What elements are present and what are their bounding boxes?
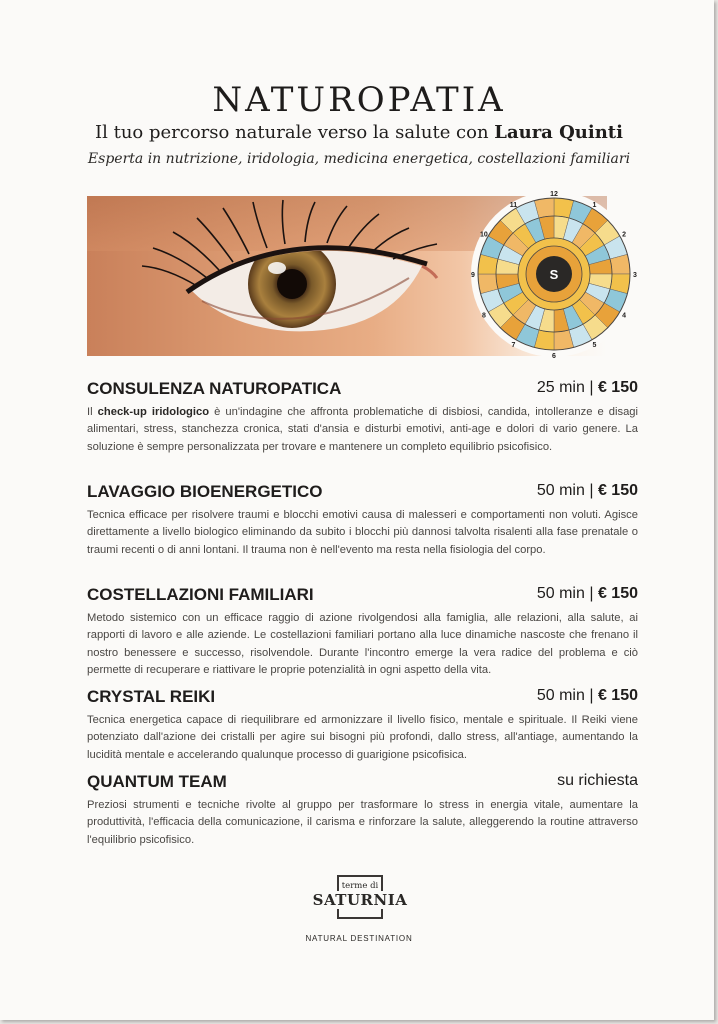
service-costellazioni: [87, 585, 638, 680]
page-subtitle: [0, 122, 718, 143]
service-crystal-reiki: [87, 687, 638, 764]
service-price: [537, 482, 638, 500]
iris-hour-label: 2: [622, 231, 627, 239]
service-price: [537, 585, 638, 603]
iris-center-label: S: [549, 267, 559, 282]
service-description: Preziosi strumenti e tecniche rivolte al gruppo per trasformare lo stress in energia vitale, aumentare la produttività, l'efficacia della comunicazione, il carisma e rinforzare la salute, alleggerendo la routine attraverso l'equilibrio psicofisico.: [87, 799, 638, 846]
iris-hour-label: 1: [592, 201, 597, 209]
price-separator: |: [589, 585, 594, 602]
service-duration: 50 min: [536, 585, 585, 602]
price-separator: |: [589, 482, 594, 499]
iris-hour-label: 10: [480, 231, 488, 239]
service-duration: 50 min: [536, 482, 585, 499]
iris-hour-label: 11: [509, 201, 518, 209]
service-cost: € 150: [597, 585, 638, 602]
service-description: [87, 404, 638, 456]
service-duration: 50 min: [536, 687, 585, 704]
service-description: Tecnica efficace per risolvere traumi e blocchi emotivi causa di malesseri e comportamenti non voluti. Agisce direttamente a livello biologico eliminando da subito i blocchi più dannosi talvolta risalenti alla fase prenatale o traumi recenti o di anni lontani. Il trauma non è nell'evento ma resta nella fisiologia del corpo.: [87, 509, 638, 556]
service-name: QUANTUM TEAM: [87, 772, 227, 791]
logo-top-text: terme di: [341, 881, 379, 891]
iris-hour-label: 12: [550, 191, 558, 198]
tagline: Esperta in nutrizione, iridologia, medicina energetica, costellazioni familiari: [87, 151, 631, 167]
iris-hour-label: 7: [511, 342, 516, 350]
iris-hour-label: 4: [622, 312, 627, 320]
terme-di-saturnia-logo: [309, 873, 411, 923]
page-title: NATUROPATIA: [212, 80, 506, 120]
service-name: CONSULENZA NATUROPATICA: [87, 379, 342, 398]
price-separator: |: [589, 379, 594, 396]
service-price: [537, 687, 638, 705]
service-name: LAVAGGIO BIOENERGETICO: [87, 482, 323, 501]
logo-subtitle: NATURAL DESTINATION: [305, 934, 413, 943]
desc-bold: check-up iridologico: [97, 406, 210, 418]
iridology-chart: [468, 188, 640, 360]
service-description: Metodo sistemico con un efficace raggio di azione rivolgendosi alla famiglia, alle relazioni, alla salute, ai rapporti di lavoro e alle aziende. Le costellazioni familiari portano alla luce dinamiche nascoste che frenano il nostro benessere e successo, risolvendole. Durante l'incontro emerge la vera radice del problema e ciò permette di recuperare e riattivare le proprie potenzialità in ogni aspetto della vita.: [87, 612, 638, 677]
service-duration: 25 min: [536, 379, 585, 396]
service-price: su richiesta: [557, 772, 638, 789]
service-name: CRYSTAL REIKI: [87, 687, 216, 706]
desc-text: è un'indagine che affronta problematiche di disbiosi, candida, intolleranze e disagi alimentari, stress, stanchezza cronica, stati d'ansia e disturbi emotivi, anti-age e dolori di vario genere. La soluzione è sempre personalizzata per trovare e mantenere un completo equilibrio psicofisico.: [87, 406, 638, 453]
iris-hour-label: 9: [471, 272, 475, 279]
service-price: [537, 379, 638, 397]
desc-prefix: Il: [87, 406, 98, 418]
price-separator: |: [589, 687, 594, 704]
logo-main-text: SATURNIA: [309, 891, 411, 909]
subtitle-name: Laura Quinti: [494, 122, 623, 143]
iris-hour-label: 3: [633, 272, 637, 279]
service-consulenza: [87, 379, 638, 456]
iris-hour-label: 5: [592, 342, 597, 350]
service-description: Tecnica energetica capace di riequilibrare ed armonizzare il livello fisico, mentale e spirituale. Il Reiki viene potenziato dall'azione dei cristalli per agire sui bisogni più profondi, dallo stress, all'antiage, aumentando la lucidità mentale e accelerando qualunque processo di guarigione psicofisica.: [87, 714, 638, 761]
service-lavaggio: [87, 482, 638, 559]
service-cost: € 150: [597, 482, 638, 499]
iris-hour-label: 8: [481, 312, 486, 320]
service-quantum-team: [87, 772, 638, 849]
service-cost: € 150: [597, 379, 638, 396]
iridology-chart-svg: [468, 188, 640, 360]
subtitle-prefix: Il tuo percorso naturale verso la salute con: [95, 122, 495, 143]
service-cost: € 150: [597, 687, 638, 704]
iris-hour-label: 6: [552, 353, 556, 360]
service-name: COSTELLAZIONI FAMILIARI: [87, 585, 314, 604]
